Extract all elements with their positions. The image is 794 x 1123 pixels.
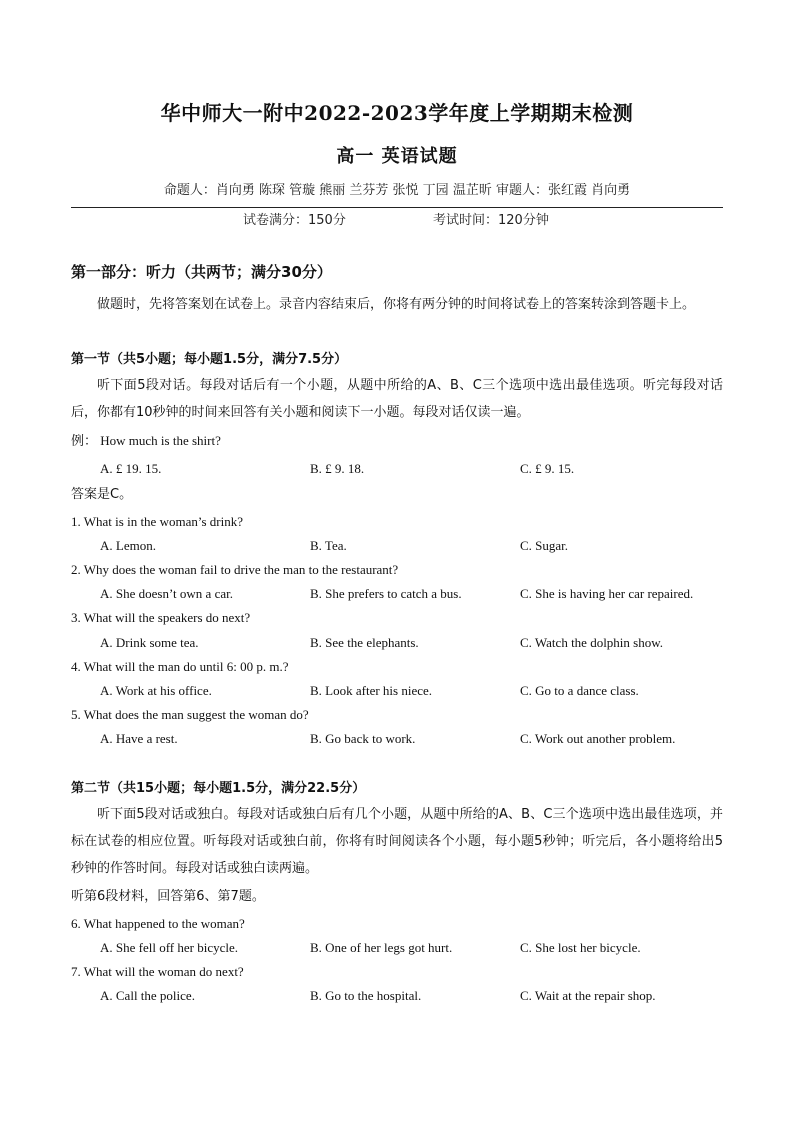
q5-option-b: B. Go back to work. <box>310 731 416 746</box>
q2-option-a: A. She doesn’t own a car. <box>100 586 233 601</box>
q7-option-a: A. Call the police. <box>100 988 195 1003</box>
example-option-a: A. £ 19. 15. <box>100 461 162 476</box>
question-6: 6. What happened to the woman? <box>71 916 245 931</box>
q6-option-a: A. She fell off her bicycle. <box>100 940 239 955</box>
q3-option-a: A. Drink some tea. <box>100 635 199 650</box>
header-divider <box>71 207 723 208</box>
question-7: 7. What will the woman do next? <box>71 964 244 979</box>
q2-option-c: C. She is having her car repaired. <box>520 586 694 601</box>
exam-title: 华中师大一附中2022-2023学年度上学期期末检测 <box>160 101 634 125</box>
question-2: 2. Why does the woman fail to drive the man to the restaurant? <box>71 562 399 577</box>
q4-option-a: A. Work at his office. <box>100 683 212 698</box>
q6-option-b: B. One of her legs got hurt. <box>310 940 453 955</box>
question-5: 5. What does the man suggest the woman do? <box>71 707 309 722</box>
q5-option-c: C. Work out another problem. <box>520 731 676 746</box>
section1-heading: 第一节（共5小题；每小题1.5分，满分7.5分） <box>71 352 348 367</box>
q1-option-a: A. Lemon. <box>100 538 156 553</box>
example-option-b: B. £ 9. 18. <box>310 461 365 476</box>
q1-option-c: C. Sugar. <box>520 538 569 553</box>
q4-option-c: C. Go to a dance class. <box>520 683 639 698</box>
q5-option-a: A. Have a rest. <box>100 731 178 746</box>
q1-option-b: B. Tea. <box>310 538 347 553</box>
part1-instructions: 做题时，先将答案划在试卷上。录音内容结束后，你将有两分钟的时间将试卷上的答案转涂到答题卡上。 <box>97 297 696 312</box>
example-question: 例： How much is the shirt? <box>71 433 221 448</box>
question-1: 1. What is in the woman’s drink? <box>71 514 243 529</box>
q7-option-c: C. Wait at the repair shop. <box>520 988 656 1003</box>
q3-option-c: C. Watch the dolphin show. <box>520 635 664 650</box>
q3-option-b: B. See the elephants. <box>310 635 419 650</box>
question-3: 3. What will the speakers do next? <box>71 610 251 625</box>
q4-option-b: B. Look after his niece. <box>310 683 433 698</box>
section2-instructions: 听下面5段对话或独白。每段对话或独白后有几个小题，从题中所给的A、B、C三个选项中选出最佳选项，并标在试卷的相应位置。听每段对话或独白前，你将有时间阅读各个小题，每小题5秒钟；听完后，各小题将给出5秒钟的作答时间。每段对话或独白读两遍。 <box>71 807 723 876</box>
part1-heading: 第一部分：听力（共两节；满分30分） <box>71 263 332 281</box>
q7-option-b: B. Go to the hospital. <box>310 988 422 1003</box>
example-answer: 答案是C。 <box>71 487 133 502</box>
exam-subtitle: 高一 英语试题 <box>336 146 458 167</box>
authors-line: 命题人：肖向勇 陈琛 管璇 熊丽 兰芬芳 张悦 丁园 温芷昕 审题人：张红霞 肖向勇 <box>163 183 631 198</box>
exam-time: 考试时间：120分钟 <box>433 213 549 228</box>
example-option-c: C. £ 9. 15. <box>520 461 575 476</box>
section1-instructions: 听下面5段对话。每段对话后有一个小题，从题中所给的A、B、C三个选项中选出最佳选项。听完每段对话后，你都有10秒钟的时间来回答有关小题和阅读下一小题。每段对话仅读一遍。 <box>71 378 723 420</box>
section2-heading: 第二节（共15小题；每小题1.5分，满分22.5分） <box>71 781 366 796</box>
q6-option-c: C. She lost her bicycle. <box>520 940 641 955</box>
question-4: 4. What will the man do until 6: 00 p. m.? <box>71 659 289 674</box>
material-note: 听第6段材料，回答第6、第7题。 <box>71 889 265 904</box>
full-score: 试卷满分：150分 <box>243 213 346 228</box>
q2-option-b: B. She prefers to catch a bus. <box>310 586 462 601</box>
